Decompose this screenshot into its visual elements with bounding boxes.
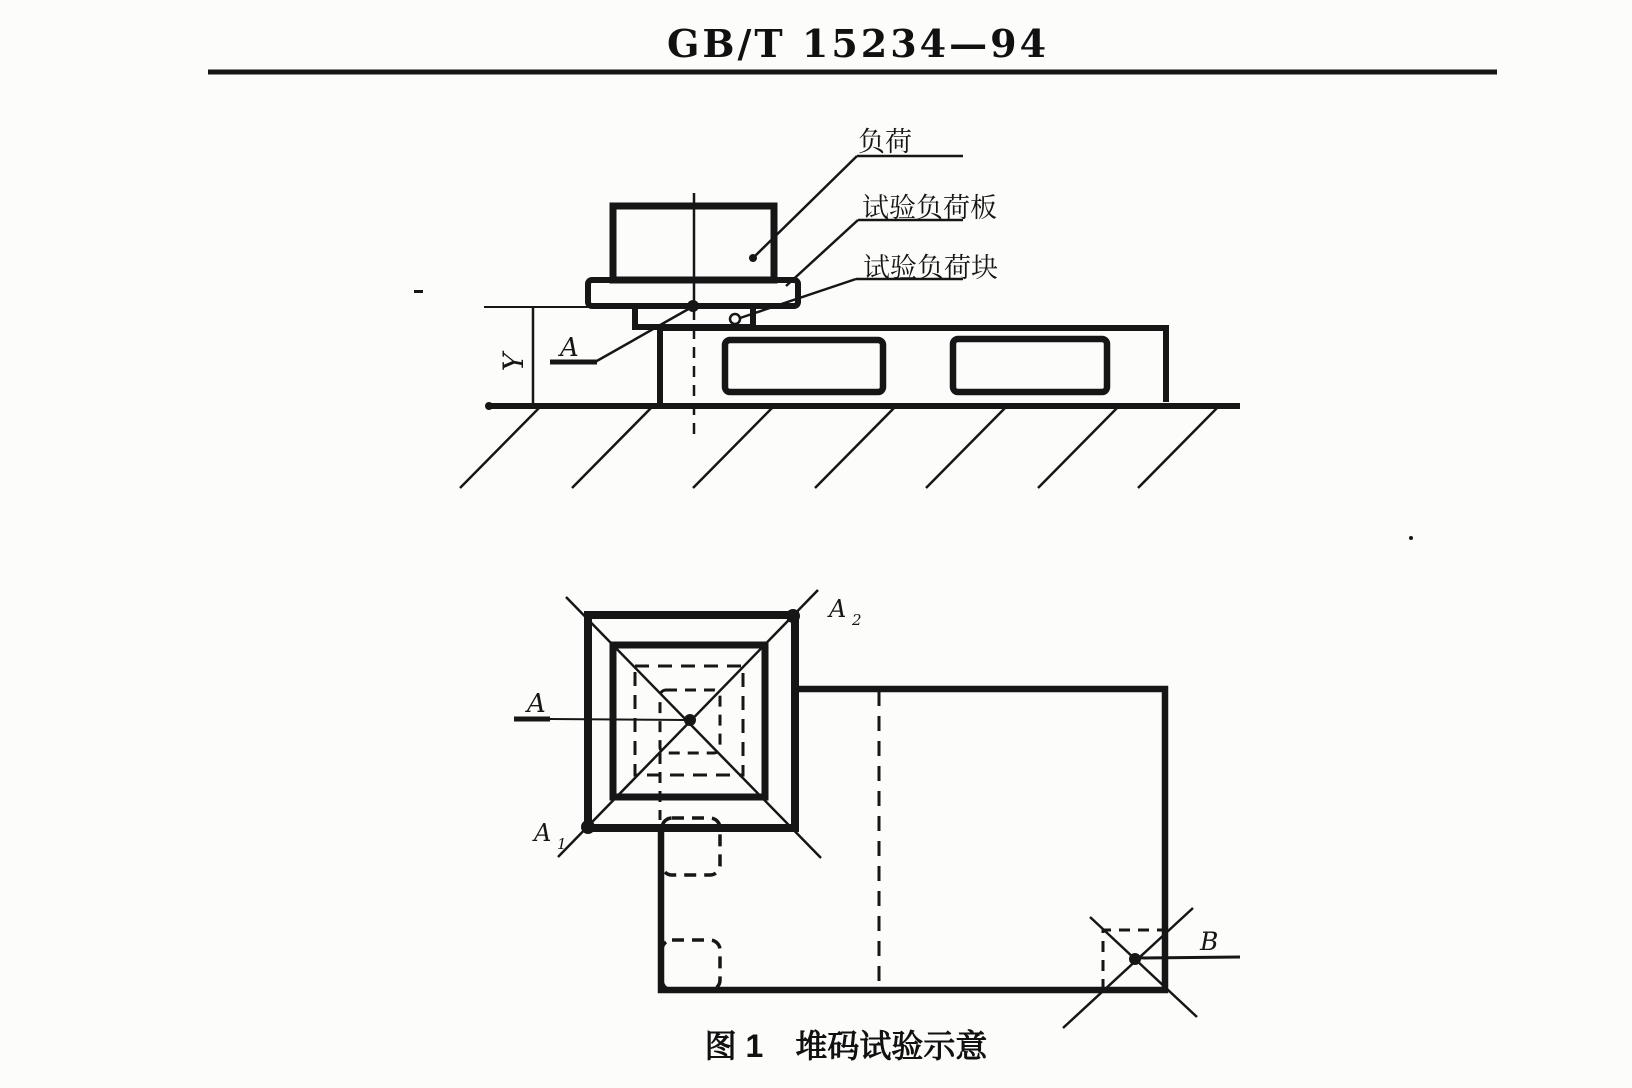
- corner-b-diagonal-anti: [1063, 908, 1193, 1028]
- point-a2-subscript: 2: [852, 611, 862, 629]
- side-a-leader-diagonal: [595, 307, 692, 362]
- point-a2-dot: [786, 609, 800, 623]
- y-dim-label: Y: [497, 352, 530, 372]
- pallet-opening-right: [953, 339, 1107, 392]
- b-leader-line: [1137, 957, 1240, 958]
- test-load-block-label: 试验负荷块: [863, 253, 998, 283]
- side-point-a-label: A: [560, 333, 579, 363]
- ground-hatching: [460, 407, 1218, 488]
- point-a2-label: A: [829, 595, 847, 623]
- point-a1-subscript: 1: [557, 835, 567, 853]
- standard-number-title: GB/T 15234—94: [666, 21, 1050, 66]
- ground-line-end-dot: [485, 402, 493, 410]
- hidden-pocket-lower: [662, 940, 720, 990]
- point-a1-dot: [581, 820, 595, 834]
- figure-caption: 图 1 堆码试验示意: [704, 1028, 988, 1064]
- pallet-opening-left: [725, 340, 883, 392]
- plan-center-dot: [684, 714, 696, 726]
- scan-speck: [1409, 536, 1413, 540]
- block-leader-hook: [730, 314, 740, 324]
- point-a1-label: A: [534, 819, 552, 847]
- scan-speck: [414, 290, 423, 293]
- test-load-plate-label: 试验负荷板: [862, 193, 997, 223]
- corner-b-diagonal-main: [1090, 917, 1197, 1017]
- plate-leader-diagonal: [786, 220, 858, 286]
- side-point-a-dot: [687, 300, 699, 312]
- load-label: 负荷: [858, 127, 912, 157]
- pallet-plan-outline: [661, 689, 1165, 990]
- load-leader-dot: [749, 254, 757, 262]
- page-header: [208, 21, 1497, 72]
- plan-point-a-label: A: [527, 689, 546, 719]
- point-b-label: B: [1200, 927, 1219, 956]
- side-view-diagram: [414, 127, 1240, 488]
- plan-a-leader-thin: [550, 719, 687, 720]
- plan-view-diagram: [514, 536, 1413, 1028]
